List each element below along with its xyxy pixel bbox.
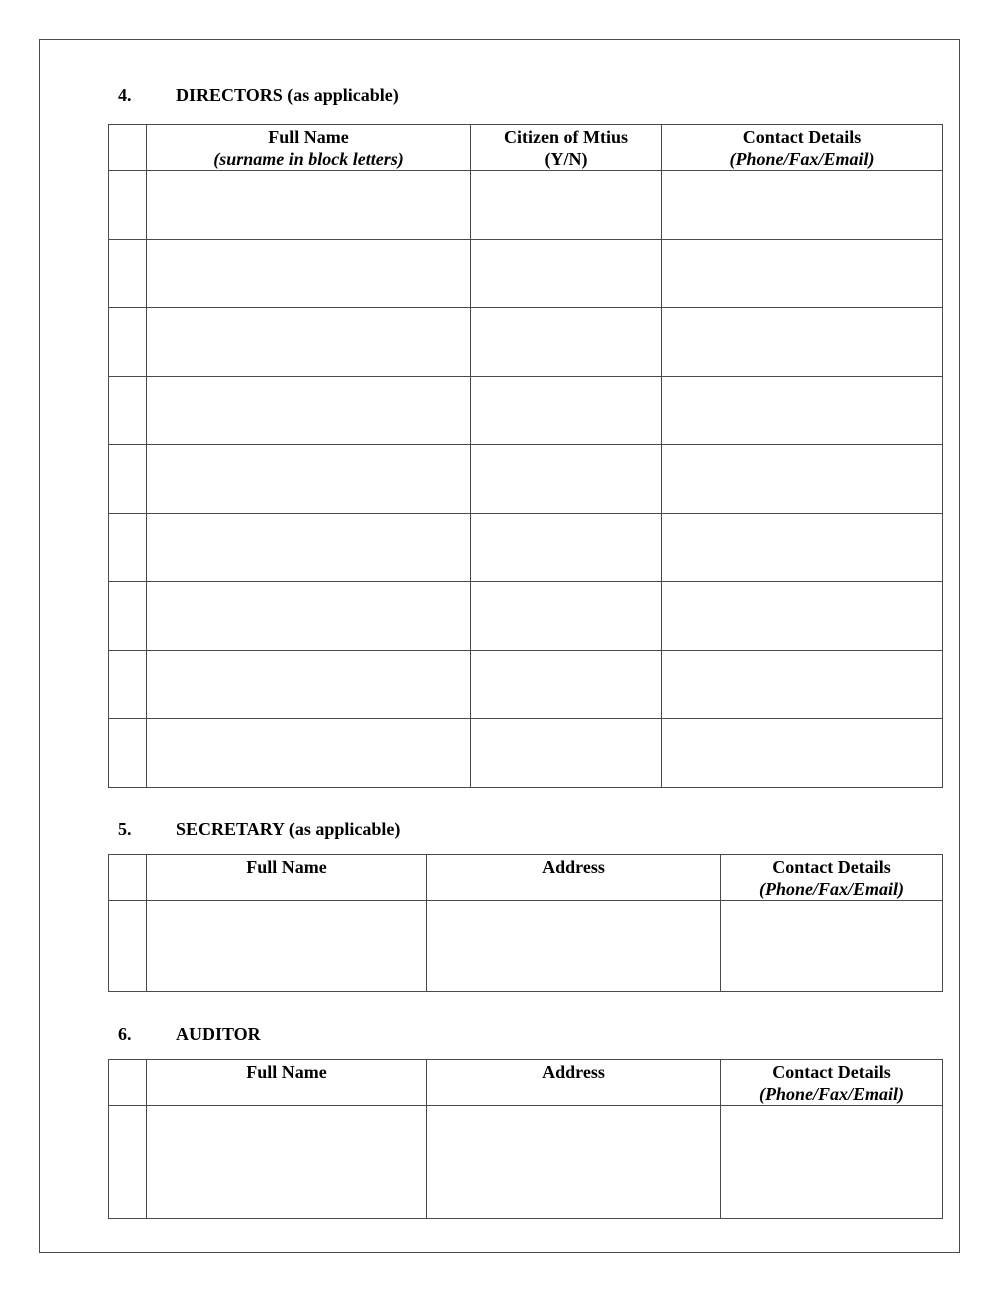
auditor-header-row <box>109 1060 943 1106</box>
directors-entry-row <box>109 171 943 240</box>
auditor-address-header <box>427 1060 721 1106</box>
directors-contact-cell[interactable] <box>662 582 943 651</box>
directors-fullname-cell[interactable] <box>147 171 471 240</box>
directors-contact-cell[interactable] <box>662 719 943 788</box>
directors-contact-cell[interactable] <box>662 650 943 719</box>
directors-index-cell <box>109 719 147 788</box>
directors-fullname-cell[interactable] <box>147 719 471 788</box>
directors-citizen-cell[interactable] <box>471 719 662 788</box>
auditor-contact-sublabel: (Phone/Fax/Email) <box>758 1084 904 1104</box>
directors-fullname-cell[interactable] <box>147 513 471 582</box>
secretary-address-label: Address <box>542 857 605 877</box>
secretary-table <box>108 854 943 992</box>
directors-index-cell <box>109 171 147 240</box>
directors-fullname-cell[interactable] <box>147 445 471 514</box>
directors-entry-row <box>109 582 943 651</box>
directors-entry-row <box>109 239 943 308</box>
directors-citizen-cell[interactable] <box>471 171 662 240</box>
directors-entry-row <box>109 719 943 788</box>
directors-citizen-cell[interactable] <box>471 650 662 719</box>
directors-fullname-cell[interactable] <box>147 582 471 651</box>
directors-citizen-sublabel: (Y/N) <box>544 149 588 169</box>
directors-section-number: 4. <box>118 85 132 105</box>
secretary-section-title: SECRETARY <box>176 819 285 839</box>
secretary-index-cell <box>109 901 147 992</box>
directors-section-qualifier: (as applicable) <box>287 85 399 105</box>
directors-contact-header <box>662 125 943 171</box>
directors-citizen-cell[interactable] <box>471 513 662 582</box>
secretary-section-qualifier: (as applicable) <box>288 819 401 839</box>
auditor-fullname-cell[interactable] <box>147 1106 427 1219</box>
secretary-contact-cell[interactable] <box>721 901 943 992</box>
directors-contact-cell[interactable] <box>662 376 943 445</box>
secretary-contact-header <box>721 855 943 901</box>
directors-header-row <box>109 125 943 171</box>
directors-index-cell <box>109 308 147 377</box>
secretary-heading <box>118 818 400 840</box>
directors-fullname-label: Full Name <box>268 127 349 147</box>
directors-fullname-cell[interactable] <box>147 376 471 445</box>
directors-fullname-cell[interactable] <box>147 239 471 308</box>
directors-contact-cell[interactable] <box>662 171 943 240</box>
auditor-heading <box>118 1023 261 1045</box>
secretary-section-number: 5. <box>118 819 132 839</box>
secretary-index-header <box>109 855 147 901</box>
directors-fullname-cell[interactable] <box>147 650 471 719</box>
secretary-fullname-cell[interactable] <box>147 901 427 992</box>
directors-heading <box>118 84 399 106</box>
directors-citizen-header <box>471 125 662 171</box>
auditor-table <box>108 1059 943 1219</box>
directors-fullname-cell[interactable] <box>147 308 471 377</box>
auditor-contact-label: Contact Details <box>772 1062 891 1082</box>
auditor-address-label: Address <box>542 1062 605 1082</box>
directors-table <box>108 124 943 788</box>
directors-index-cell <box>109 376 147 445</box>
secretary-contact-sublabel: (Phone/Fax/Email) <box>758 879 904 899</box>
auditor-fullname-label: Full Name <box>246 1062 327 1082</box>
auditor-fullname-header <box>147 1060 427 1106</box>
directors-contact-cell[interactable] <box>662 308 943 377</box>
directors-citizen-label: Citizen of Mtius <box>504 127 628 147</box>
directors-contact-cell[interactable] <box>662 239 943 308</box>
directors-index-cell <box>109 582 147 651</box>
secretary-entry-row <box>109 901 943 992</box>
auditor-contact-cell[interactable] <box>721 1106 943 1219</box>
directors-entry-row <box>109 445 943 514</box>
auditor-contact-header <box>721 1060 943 1106</box>
directors-citizen-cell[interactable] <box>471 445 662 514</box>
auditor-index-cell <box>109 1106 147 1219</box>
auditor-address-cell[interactable] <box>427 1106 721 1219</box>
secretary-contact-label: Contact Details <box>772 857 891 877</box>
directors-index-cell <box>109 445 147 514</box>
secretary-fullname-header <box>147 855 427 901</box>
secretary-fullname-label: Full Name <box>246 857 327 877</box>
directors-fullname-header <box>147 125 471 171</box>
directors-contact-cell[interactable] <box>662 445 943 514</box>
auditor-section-title: AUDITOR <box>176 1024 261 1044</box>
directors-contact-sublabel: (Phone/Fax/Email) <box>729 149 875 169</box>
auditor-index-header <box>109 1060 147 1106</box>
directors-index-cell <box>109 513 147 582</box>
directors-citizen-cell[interactable] <box>471 376 662 445</box>
secretary-header-row <box>109 855 943 901</box>
directors-fullname-sublabel: (surname in block letters) <box>213 149 404 169</box>
directors-citizen-cell[interactable] <box>471 582 662 651</box>
directors-entry-row <box>109 308 943 377</box>
directors-index-cell <box>109 239 147 308</box>
directors-contact-label: Contact Details <box>742 127 862 147</box>
auditor-section-number: 6. <box>118 1024 132 1044</box>
directors-contact-cell[interactable] <box>662 513 943 582</box>
directors-citizen-cell[interactable] <box>471 239 662 308</box>
directors-index-header <box>109 125 147 171</box>
directors-body <box>109 171 943 788</box>
directors-citizen-cell[interactable] <box>471 308 662 377</box>
auditor-entry-row <box>109 1106 943 1219</box>
directors-entry-row <box>109 513 943 582</box>
directors-section-title: DIRECTORS <box>176 85 283 105</box>
directors-entry-row <box>109 376 943 445</box>
secretary-address-cell[interactable] <box>427 901 721 992</box>
directors-entry-row <box>109 650 943 719</box>
directors-index-cell <box>109 650 147 719</box>
secretary-address-header <box>427 855 721 901</box>
